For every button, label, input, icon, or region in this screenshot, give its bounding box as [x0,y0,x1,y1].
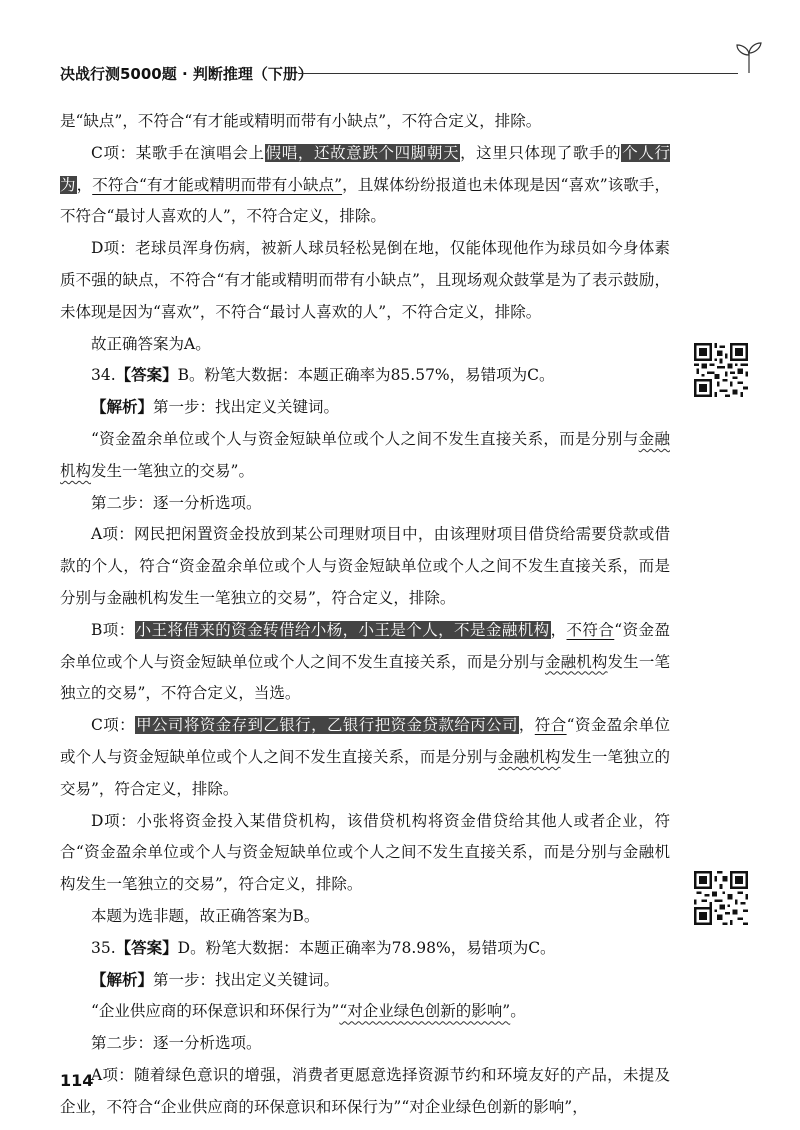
page-content [60,106,670,1124]
text-run: C项： [91,716,136,735]
paragraph-text: D项：老球员浑身伤病，被新人球员轻松晃倒在地，仅能体现他作为球员如今身体素质不强的缺点，不符合“有才能或精明而带有小缺点”，且现场观众鼓掌是为了表示鼓励，未体现是因为“喜欢”，不符合“最讨人喜欢的人”，不符合定义，排除。 [60,239,670,321]
text-run: “企业供应商的环保意识和环保行为” [91,1002,340,1021]
paragraph-text: A项：网民把闲置资金投放到某公司理财项目中，由该理财项目借贷给需要贷款或借款的个人，符合“资金盈余单位或个人与资金短缺单位或个人之间不发生直接关系，而是分别与金融机构发生一笔独立的交易”，符合定义，排除。 [60,525,670,607]
underlined-text: 不符合“有才能或精明而带有小缺点” [92,175,343,194]
analysis-label: 【解析】 [91,970,154,989]
paragraph [60,106,670,138]
question-number: 35. [91,938,116,957]
text-run: ， [550,620,567,639]
paragraph-option-d [60,233,670,328]
book-title: 决战行测5000题 · 判断推理（下册） [60,65,313,83]
text-run: 发生一笔独立的交易”。 [91,461,254,480]
answer-34 [60,360,670,392]
analysis-34 [60,392,670,424]
highlighted-text: 假唱，还故意跌个四脚朝天 [265,143,460,162]
conclusion-34 [60,901,670,933]
text-run: ， [76,175,93,194]
page-header [60,63,760,83]
option-b [60,615,670,710]
paragraph-text: 第二步：逐一分析选项。 [91,493,262,512]
definition-quote [60,424,670,488]
text-run: 发生一笔独立的交易”，不符合定义，当选。 [60,652,670,703]
step-two [60,488,670,520]
underlined-text: 符合 [534,716,567,735]
wavy-underlined-text: 金融机构 [60,429,670,480]
header-divider [298,73,738,74]
answer-text: D。粉笔大数据：本题正确率为78.98%，易错项为C。 [177,938,556,957]
text-run: ，这里只体现了歌手的 [460,143,622,162]
paragraph-text: 是“缺点”，不符合“有才能或精明而带有小缺点”，不符合定义，排除。 [60,112,542,130]
highlighted-text: 小王将借来的资金转借给小杨，小王是个人，不是金融机构 [135,620,550,639]
answer-35 [60,933,670,965]
text-run: “资金盈余单位或个人与资金短缺单位或个人之间不发生直接关系，而是分别与 [60,620,670,671]
paragraph-text: 第二步：逐一分析选项。 [91,1034,262,1053]
wavy-underlined-text: “对企业绿色创新的影响” [339,1002,511,1021]
paragraph-text: A项：随着绿色意识的增强，消费者更愿意选择资源节约和环境友好的产品，未提及企业，不符合“企业供应商的环保意识和环保行为”“对企业绿色创新的影响”， [60,1065,670,1116]
paragraph-conclusion [60,329,670,361]
analysis-text: 第一步：找出定义关键词。 [153,970,340,989]
text-run: ，且媒体纷纷报道也未体现是因“喜欢”该歌手，不符合“最讨人喜欢的人”，不符合定义，排除。 [60,175,670,226]
question-number: 34. [91,366,116,385]
option-a-35 [60,1060,670,1124]
qr-code-icon[interactable] [694,343,748,397]
text-run: B项： [91,620,135,639]
leaf-sprout-icon [734,41,764,75]
option-c [60,710,670,805]
underlined-text: 不符合 [566,620,615,639]
analysis-text: 第一步：找出定义关键词。 [153,398,340,417]
highlighted-text: 甲公司将资金存到乙银行，乙银行把资金贷款给丙公司 [136,716,518,735]
text-run: 。 [510,1002,526,1021]
wavy-underlined-text: 金融机构 [498,747,561,766]
wavy-underlined-text: 金融机构 [544,652,608,671]
paragraph-text: 本题为选非题，故正确答案为B。 [91,906,320,925]
analysis-35 [60,965,670,997]
text-run: 发生一笔独立的交易”，符合定义，排除。 [60,747,670,798]
paragraph-option-c [60,138,670,233]
text-run: “资金盈余单位或个人与资金短缺单位或个人之间不发生直接关系，而是分别与 [60,716,670,766]
page-number: 114 [60,1071,94,1090]
text-run: C项：某歌手在演唱会上 [91,143,265,162]
text-run: “资金盈余单位或个人与资金短缺单位或个人之间不发生直接关系，而是分别与 [91,429,639,448]
option-a [60,519,670,614]
qr-code-icon[interactable] [694,871,748,925]
definition-quote-35 [60,996,670,1028]
text-run: ， [518,716,535,735]
analysis-label: 【解析】 [91,398,154,417]
option-d [60,806,670,901]
answer-label: 【答案】 [115,938,178,957]
highlighted-text: 个人行为 [60,143,670,194]
answer-label: 【答案】 [115,366,178,385]
paragraph-text: D项：小张将资金投入某借贷机构，该借贷机构将资金借贷给其他人或者企业，符合“资金盈余单位或个人与资金短缺单位或个人之间不发生直接关系，而是分别与金融机构发生一笔独立的交易”，符合定义，排除。 [60,811,670,894]
step-two-35 [60,1028,670,1060]
answer-text: B。粉笔大数据：本题正确率为85.57%，易错项为C。 [177,366,555,385]
paragraph-text: 故正确答案为A。 [91,334,211,353]
